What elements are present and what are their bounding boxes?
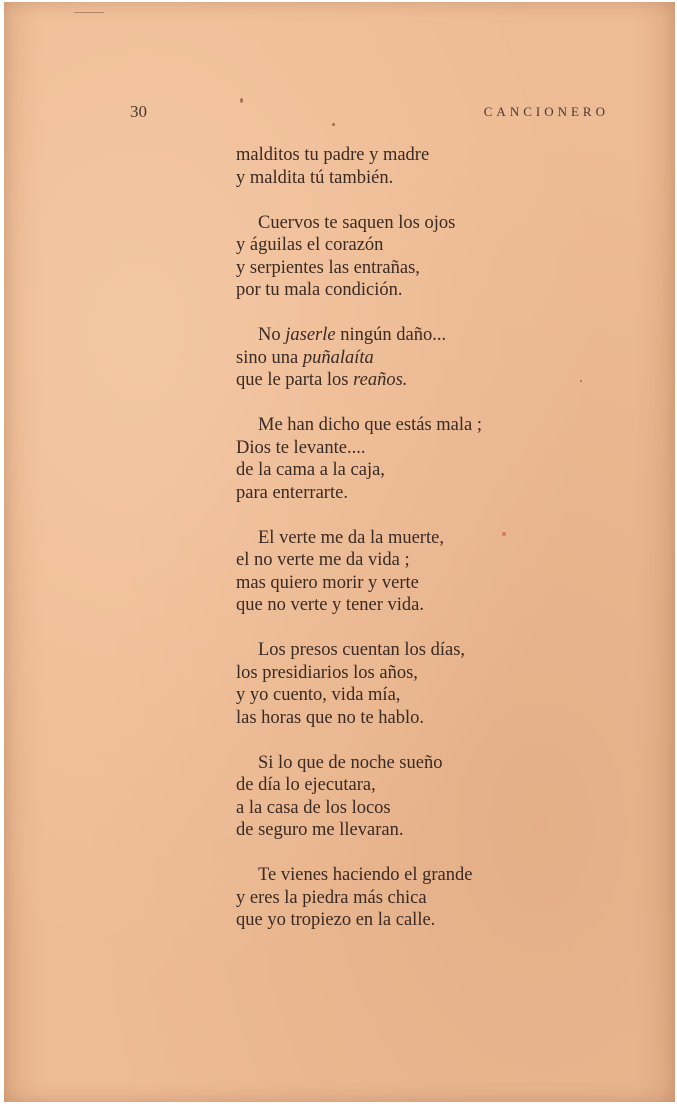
line-text: Te vienes haciendo el grande <box>258 865 473 885</box>
italic-word: puñalaíta <box>302 347 374 368</box>
stanza <box>236 639 636 729</box>
line-text: No <box>258 325 286 345</box>
line-text: y maldita tú también. <box>236 167 394 188</box>
stanza <box>236 324 636 392</box>
line-text: las horas que no te hablo. <box>236 707 425 728</box>
line-text: que yo tropiezo en la calle. <box>236 910 436 930</box>
poem-line <box>236 549 636 572</box>
poem-line <box>236 819 636 842</box>
poem-line <box>236 527 636 550</box>
stanza <box>236 864 636 932</box>
stanza <box>236 414 636 504</box>
running-title: CANCIONERO <box>483 104 609 119</box>
torn-edge-mark <box>74 2 104 13</box>
italic-word: reaños. <box>353 370 408 390</box>
poem-line <box>236 707 636 730</box>
poem-line <box>236 257 636 280</box>
line-text: Me han dicho que estás mala ; <box>258 415 482 435</box>
poem-line <box>236 774 636 797</box>
line-text: ningún daño... <box>335 325 447 345</box>
line-text: de seguro me llevaran. <box>236 820 404 840</box>
line-text: Cuervos te saquen los ojos <box>258 212 456 233</box>
poem-line <box>236 572 636 595</box>
poem-line <box>236 684 636 707</box>
line-text: y serpientes las entrañas, <box>236 257 420 278</box>
book-page <box>4 2 675 1102</box>
line-text: que le parta los <box>236 370 354 390</box>
poem-line <box>236 347 636 370</box>
poem-line <box>236 662 636 685</box>
poem-line <box>236 414 636 437</box>
poem-line <box>236 639 636 662</box>
poem-line <box>236 482 636 505</box>
stanza <box>236 212 636 302</box>
running-head <box>4 102 675 126</box>
poem-line <box>236 324 636 347</box>
line-text: los presidiarios los años, <box>236 662 418 683</box>
italic-word: jaserle <box>285 325 336 345</box>
poem-line <box>236 594 636 617</box>
ink-speck <box>332 123 335 126</box>
line-text: el no verte me da vida ; <box>236 550 410 570</box>
poem-line <box>236 437 636 460</box>
stanza <box>236 527 636 617</box>
poem-line <box>236 797 636 820</box>
line-text: El verte me da la muerte, <box>258 527 444 548</box>
line-text: Los presos cuentan los días, <box>258 640 466 660</box>
poem-line <box>236 909 636 932</box>
poem-line <box>236 369 636 392</box>
ink-speck <box>502 532 506 536</box>
line-text: Si lo que de noche sueño <box>258 752 443 773</box>
poem-line <box>236 212 636 235</box>
line-text: por tu mala condición. <box>236 280 403 300</box>
poem-line <box>236 144 636 167</box>
stanza <box>236 752 636 842</box>
poem-body <box>236 144 636 954</box>
line-text: y águilas el corazón <box>236 235 384 255</box>
page-number: 30 <box>130 102 147 121</box>
ink-speck <box>240 98 243 103</box>
line-text: de día lo ejecutara, <box>236 775 376 795</box>
line-text: y yo cuento, vida mía, <box>236 685 401 705</box>
line-text: y eres la piedra más chica <box>236 887 427 908</box>
line-text: a la casa de los locos <box>236 797 391 818</box>
line-text: para enterrarte. <box>236 482 348 503</box>
poem-line <box>236 887 636 910</box>
ink-speck <box>580 380 582 382</box>
poem-line <box>236 234 636 257</box>
line-text: Dios te levante.... <box>236 437 366 458</box>
poem-line <box>236 752 636 775</box>
stanza <box>236 144 636 189</box>
line-text: de la cama a la caja, <box>236 460 385 480</box>
poem-line <box>236 279 636 302</box>
poem-line <box>236 167 636 190</box>
poem-line <box>236 864 636 887</box>
line-text: malditos tu padre y madre <box>236 145 430 165</box>
poem-line <box>236 459 636 482</box>
line-text: sino una <box>236 347 303 368</box>
line-text: mas quiero morir y verte <box>236 572 419 593</box>
line-text: que no verte y tener vida. <box>236 595 425 615</box>
